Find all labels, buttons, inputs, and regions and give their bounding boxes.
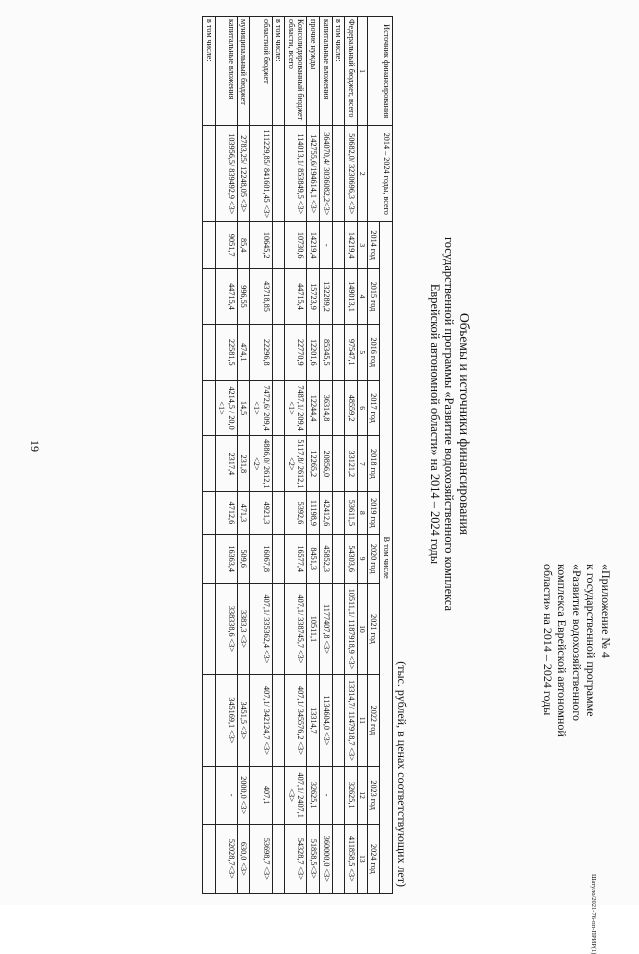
table-cell: 4214,5 / 20,0 <1> <box>215 380 237 436</box>
table-cell: 45852,3 <box>320 534 333 583</box>
table-cell: 4886,0/ 2612,1 <2> <box>250 436 272 492</box>
table-cell: 407,1/ 338745,7 <3> <box>285 583 307 674</box>
header-year: 2022 год <box>367 675 380 766</box>
table-cell <box>272 675 285 766</box>
header-total: 2014 – 2024 годы, всего <box>367 126 392 222</box>
header-year: 2018 год <box>367 436 380 492</box>
table-cell: 360000,0 <3> <box>320 824 333 893</box>
table-cell <box>203 583 216 674</box>
appendix-line: «Приложение № 4 <box>599 564 613 658</box>
table-cell <box>203 380 216 436</box>
table-cell: 4921,3 <box>250 492 272 534</box>
table-cell <box>332 126 345 222</box>
row-source-cell: капитальные вложения <box>215 17 237 126</box>
table-cell: 16577,4 <box>285 534 307 583</box>
table-cell: 33121,2 <box>345 436 358 492</box>
table-row <box>307 17 320 894</box>
column-number: 4 <box>357 269 367 325</box>
table-cell <box>203 492 216 534</box>
table-cell: 85,4 <box>237 222 250 269</box>
header-year: 2014 год <box>367 222 380 269</box>
table-cell <box>203 126 216 222</box>
table-cell: 14219,4 <box>345 222 358 269</box>
table-cell: 36314,8 <box>320 380 333 436</box>
table-cell: 8451,3 <box>307 534 320 583</box>
header-year: 2017 год <box>367 380 380 436</box>
table-cell: 407,1/ 345576,2 <3> <box>285 675 307 766</box>
header-year: 2019 год <box>367 492 380 534</box>
table-row <box>332 17 345 894</box>
table-cell <box>332 269 345 325</box>
table-cell: 54328,7 <3> <box>285 824 307 893</box>
column-number-row <box>357 17 367 894</box>
appendix-line: к государственной программе <box>584 564 599 717</box>
table-cell <box>332 824 345 893</box>
table-cell: 2783,25/ 12248,05 <3> <box>237 126 250 222</box>
header-year: 2016 год <box>367 324 380 380</box>
table-cell: 10645,2 <box>250 222 272 269</box>
table-cell <box>332 766 345 824</box>
table-cell <box>203 269 216 325</box>
row-source-cell: муниципальный бюджет <box>237 17 250 126</box>
table-cell: 407,1/ 2407,1 <3> <box>285 766 307 824</box>
table-cell: - <box>320 766 333 824</box>
table-cell: 54303,6 <box>345 534 358 583</box>
table-cell: 11198,9 <box>307 492 320 534</box>
table-row <box>237 17 250 894</box>
appendix-block <box>541 564 614 864</box>
heading-line: государственной программы «Развитие водохозяйственного комплекса <box>442 237 457 611</box>
table-cell: 7472,6/ 209,4 <1> <box>250 380 272 436</box>
table-cell <box>272 583 285 674</box>
table-cell: 3451,5 <3> <box>237 675 250 766</box>
table-cell <box>332 380 345 436</box>
header-year: 2015 год <box>367 269 380 325</box>
table-cell: - <box>320 222 333 269</box>
table-cell: 5392,6 <box>285 492 307 534</box>
table-cell <box>203 824 216 893</box>
table-cell: 32625,1 <box>307 766 320 824</box>
table-cell: 509,6 <box>237 534 250 583</box>
table-cell: 407,1/ 342124,7 <3> <box>250 675 272 766</box>
table-cell: 13314,7 <box>307 675 320 766</box>
table-row <box>272 17 285 894</box>
rotated-content <box>2 4 631 901</box>
table-cell: 1134604,0 <3> <box>320 675 333 766</box>
row-source-cell: Федеральный бюджет, всего <box>345 17 358 126</box>
table-cell: 1177407,8 <3> <box>320 583 333 674</box>
column-number: 8 <box>357 492 367 534</box>
table-cell: 22581,5 <box>215 324 237 380</box>
header-year: 2020 год <box>367 534 380 583</box>
table-cell: 22770,9 <box>285 324 307 380</box>
appendix-line: «Развитие водохозяйственного <box>570 564 584 722</box>
table-cell <box>272 324 285 380</box>
table-cell: 22296,8 <box>250 324 272 380</box>
column-number: 6 <box>357 380 367 436</box>
column-number: 2 <box>357 126 367 222</box>
table-cell: - <box>215 766 237 824</box>
column-number: 5 <box>357 324 367 380</box>
document-footer: Шатуло/2021-76-пп-ПРИР(1) <box>590 874 597 954</box>
table-cell: 52028,7<3> <box>215 824 237 893</box>
table-cell: 7487,1/ 209,4 <1> <box>285 380 307 436</box>
table-cell: 20856,0 <box>320 436 333 492</box>
column-number: 7 <box>357 436 367 492</box>
table-cell: 16067,8 <box>250 534 272 583</box>
table-cell: 111229,85/ 841601,45 <3> <box>250 126 272 222</box>
table-cell <box>332 222 345 269</box>
table-cell: 44715,4 <box>285 269 307 325</box>
page-number: 19 <box>28 440 42 452</box>
table-cell <box>272 380 285 436</box>
table-cell: 15723,9 <box>307 269 320 325</box>
table-cell <box>272 824 285 893</box>
column-number: 3 <box>357 222 367 269</box>
units-note: (тыс. рублей, в ценах соответствующих лет) <box>395 661 409 887</box>
table-cell <box>332 675 345 766</box>
table-cell: 364070,4/ 3036082,2<3> <box>320 126 333 222</box>
table-cell: 231,8 <box>237 436 250 492</box>
row-source-cell: в том числе: <box>203 17 216 126</box>
table-cell <box>272 492 285 534</box>
table-cell: 43718,85 <box>250 269 272 325</box>
table-cell <box>272 766 285 824</box>
table-row <box>203 17 216 894</box>
table-body <box>203 17 358 894</box>
header-year: 2024 год <box>367 824 380 893</box>
row-source-cell: в том числе: <box>332 17 345 126</box>
row-source-cell: прочие нужды <box>307 17 320 126</box>
table-row <box>345 17 358 894</box>
table-cell <box>203 324 216 380</box>
table-cell: 2000,0 <3> <box>237 766 250 824</box>
table-cell: 85345,5 <box>320 324 333 380</box>
table-cell: 53611,5 <box>345 492 358 534</box>
column-number: 10 <box>357 583 367 674</box>
header-year: 2021 год <box>367 583 380 674</box>
table-cell: 12265,2 <box>307 436 320 492</box>
table-cell: 32625,1 <box>345 766 358 824</box>
column-number: 11 <box>357 675 367 766</box>
table-cell: 474,1 <box>237 324 250 380</box>
table-cell: 12244,4 <box>307 380 320 436</box>
appendix-line: области» на 2014 – 2024 годы <box>541 564 555 716</box>
table-cell <box>203 436 216 492</box>
table-cell <box>203 534 216 583</box>
table-cell: 97547,1 <box>345 324 358 380</box>
table-cell <box>272 269 285 325</box>
table-cell <box>272 436 285 492</box>
column-number: 13 <box>357 824 367 893</box>
table-row <box>215 17 237 894</box>
appendix-line: комплекса Еврейской автономной <box>555 564 570 737</box>
table-cell: 42412,6 <box>320 492 333 534</box>
row-source-cell: областной бюджет <box>250 17 272 126</box>
table-cell: 338338,6 <3> <box>215 583 237 674</box>
table-cell: 411858,5 <3> <box>345 824 358 893</box>
table-cell: 407,1/ 335362,4 <3> <box>250 583 272 674</box>
header-source: Источник финансирования <box>367 17 392 126</box>
table-cell: 2317,4 <box>215 436 237 492</box>
table-cell: 51858,5<3> <box>307 824 320 893</box>
table-cell <box>272 222 285 269</box>
table-cell <box>332 583 345 674</box>
table-cell: 9051,7 <box>215 222 237 269</box>
table-cell: 114013,1/ 853849,5 <3> <box>285 126 307 222</box>
table-cell: 142755,6/194614,1 <3> <box>307 126 320 222</box>
header-including: В том числе <box>380 222 393 894</box>
table-cell <box>332 324 345 380</box>
column-number: 9 <box>357 534 367 583</box>
table-cell: 48559,2 <box>345 380 358 436</box>
table-cell: 149013,1 <box>345 269 358 325</box>
table-cell: 407,1 <box>250 766 272 824</box>
table-cell <box>332 436 345 492</box>
table-cell <box>203 222 216 269</box>
table-cell <box>272 534 285 583</box>
heading-line: Объемы и источники финансирования <box>457 312 472 536</box>
table-cell <box>332 534 345 583</box>
table-cell: 53698,7 <3> <box>250 824 272 893</box>
table-row <box>285 17 307 894</box>
row-source-cell: Консолидированный бюджет области, всего <box>285 17 307 126</box>
table-cell: 16363,4 <box>215 534 237 583</box>
table-cell: 44715,4 <box>215 269 237 325</box>
financing-table <box>202 16 393 894</box>
table-row <box>320 17 333 894</box>
table-cell: 345169,1 <3> <box>215 675 237 766</box>
table-cell: 132289,2 <box>320 269 333 325</box>
table-cell: 471,3 <box>237 492 250 534</box>
column-number: 1 <box>357 17 367 126</box>
table-cell: 103956,5/ 839492,9 <3> <box>215 126 237 222</box>
table-cell: 10730,6 <box>285 222 307 269</box>
row-source-cell: в том числе: <box>272 17 285 126</box>
header-year: 2023 год <box>367 766 380 824</box>
table-cell: 13314,7/ 1147918,7 <3> <box>345 675 358 766</box>
table-cell: 5117,8/ 2612,1 <2> <box>285 436 307 492</box>
row-source-cell: капитальные вложения <box>320 17 333 126</box>
column-number: 12 <box>357 766 367 824</box>
table-cell <box>332 492 345 534</box>
table-cell: 10511,1/ 1187918,9 <3> <box>345 583 358 674</box>
table-cell: 10511,1 <box>307 583 320 674</box>
document-heading <box>428 124 472 724</box>
table-cell <box>203 766 216 824</box>
table-cell: 3383,3 <3> <box>237 583 250 674</box>
table-cell: 12201,6 <box>307 324 320 380</box>
table-cell: 996,55 <box>237 269 250 325</box>
table-row <box>250 17 272 894</box>
table-cell: 50682,0/ 3230696,3 <3> <box>345 126 358 222</box>
table-cell: 630,0 <3> <box>237 824 250 893</box>
heading-line: Еврейской автономной области» на 2014 – 2024 годы <box>428 283 442 565</box>
table-cell: 14219,4 <box>307 222 320 269</box>
table-cell <box>272 126 285 222</box>
table-cell <box>203 675 216 766</box>
table-cell: 4712,6 <box>215 492 237 534</box>
table-cell: 14,5 <box>237 380 250 436</box>
